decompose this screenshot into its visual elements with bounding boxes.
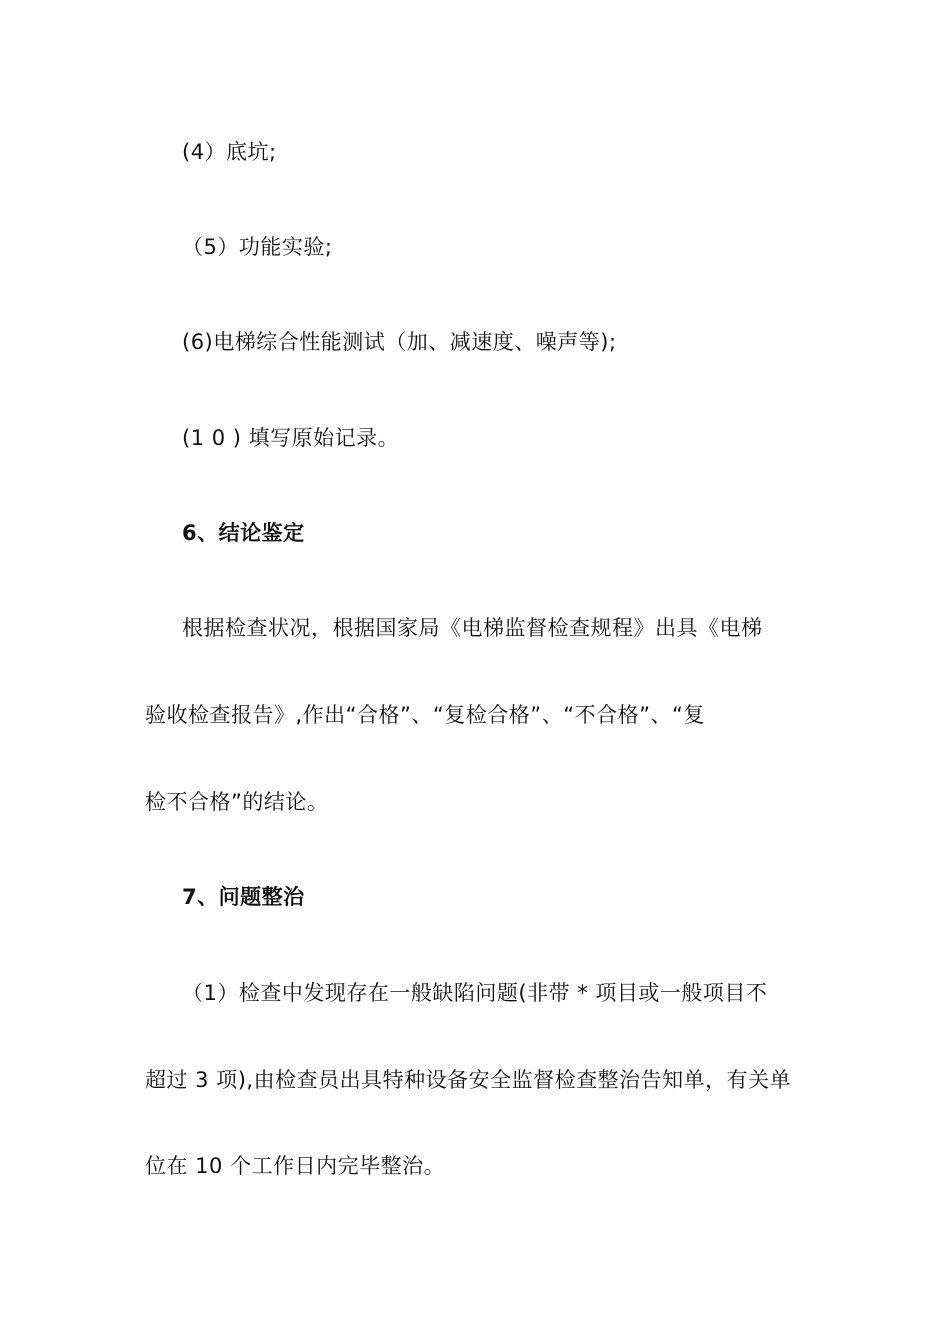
list-item-10: (1 0 ) 填写原始记录。 — [182, 426, 400, 450]
section-7-paragraph-line-3: 位在 10 个工作日内完毕整治。 — [145, 1154, 446, 1178]
section-7-heading: 7、问题整治 — [182, 885, 305, 909]
section-6-paragraph-line-2: 验收检查报告》,作出“合格”、“复检合格”、“不合格”、“复 — [145, 703, 705, 727]
section-6-paragraph-line-3: 检不合格”的结论。 — [145, 790, 329, 814]
section-7-paragraph-line-1: （1）检查中发现存在一般缺陷问题(非带 * 项目或一般项目不 — [182, 981, 768, 1005]
list-item-4: (4）底坑; — [182, 140, 277, 164]
section-6-paragraph-line-1: 根据检查状况，根据国家局《电梯监督检查规程》出具《电梯 — [182, 616, 763, 640]
list-item-5: （5）功能实验; — [182, 235, 333, 259]
section-6-heading: 6、结论鉴定 — [182, 521, 305, 545]
list-item-6: (6)电梯综合性能测试（加、减速度、噪声等); — [182, 330, 617, 354]
section-7-paragraph-line-2: 超过 3 项),由检查员出具特种设备安全监督检查整治告知单，有关单 — [145, 1068, 792, 1092]
